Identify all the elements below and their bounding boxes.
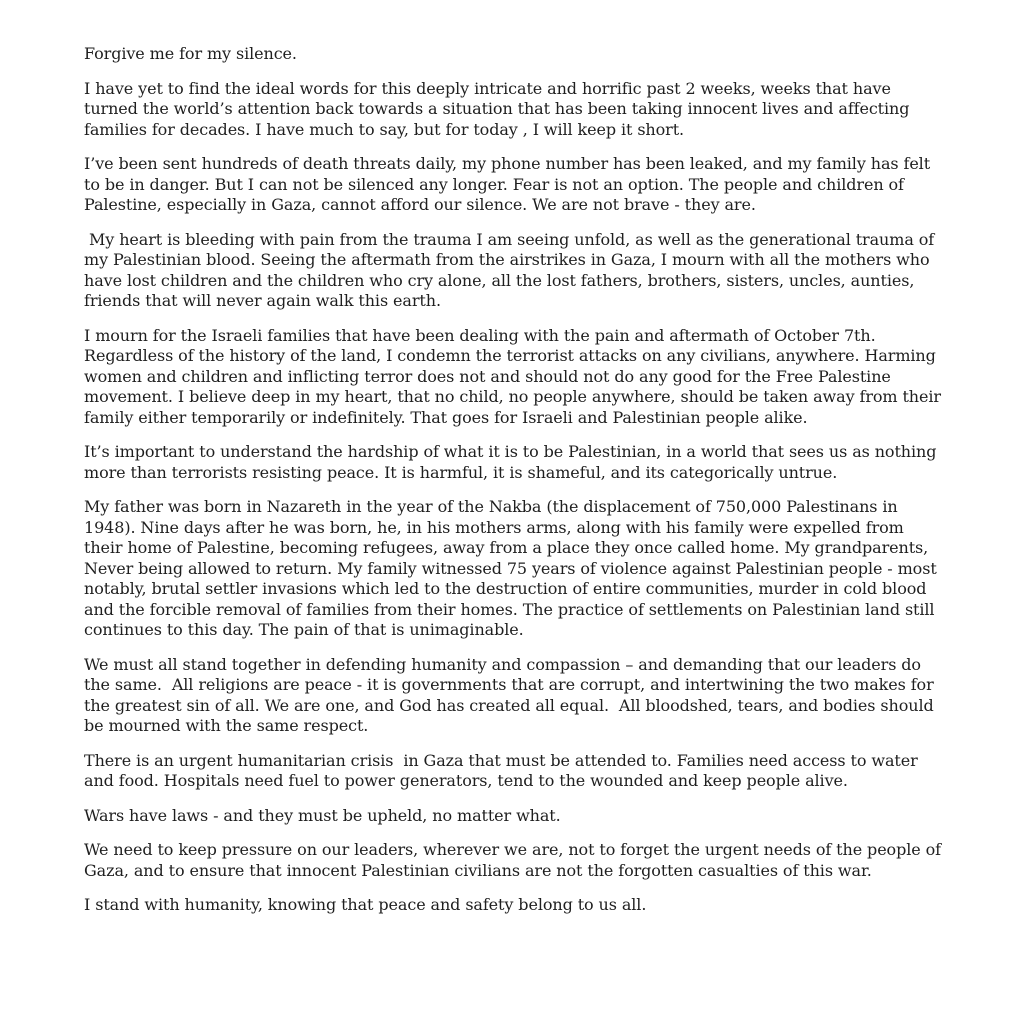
paragraph: There is an urgent humanitarian crisis in Gaza that must be attended to. Families need access to water and food. Hospitals need fuel to power generators, tend to the wounded and keep people alive. <box>84 750 923 790</box>
paragraph: I mourn for the Israeli families that have been dealing with the pain and aftermath of October 7th. Regardless of the history of the land, I condemn the terrorist attacks on any civilians, anywhere. Harming women and children and inflicting terror does not and should not do any good for the Free Palestine movement. I believe deep in my heart, that no child, no people anywhere, should be taken away from their family either temporarily or indefinitely. That goes for Israeli and Palestinian people alike. <box>84 325 946 427</box>
paragraph: My father was born in Nazareth in the year of the Nakba (the displacement of 750,000 Palestinans in 1948). Nine days after he was born, he, in his mothers arms, along with his family were expelled from their home of Palestine, becoming refugees, away from a place they once called home. My grandparents, Never being allowed to return. My family witnessed 75 years of violence against Palestinian people - most notably, brutal settler invasions which led to the destruction of entire communities, murder in cold blood and the forcible removal of families from their homes. The practice of settlements on Palestinian land still continues to this day. The pain of that is unimaginable. <box>84 497 942 639</box>
paragraph: I have yet to find the ideal words for this deeply intricate and horrific past 2 weeks, weeks that have turned the world’s attention back towards a situation that has been taking innocent lives and affecting families for decades. I have much to say, but for today , I will keep it short. <box>84 78 915 139</box>
document-body <box>84 44 946 916</box>
paragraph: I stand with humanity, knowing that peace and safety belong to us all. <box>84 895 647 914</box>
paragraph: Wars have laws - and they must be upheld, no matter what. <box>84 805 561 825</box>
paragraph: I’ve been sent hundreds of death threats daily, my phone number has been leaked, and my family has felt to be in danger. But I can not be silenced any longer. Fear is not an option. The people and children of Palestine, especially in Gaza, cannot afford our silence. We are not brave - they are. <box>84 154 936 214</box>
paragraph: We must all stand together in defending humanity and compassion – and demanding that our leaders do the same. All religions are peace - it is governments that are corrupt, and intertwining the two makes for the greatest sin of all. We are one, and God has created all equal. All bloodshed, tears, and bodies should be mourned with the same respect. <box>84 654 939 735</box>
paragraph: My heart is bleeding with pain from the trauma I am seeing unfold, as well as the generational trauma of my Palestinian blood. Seeing the aftermath from the airstrikes in Gaza, I mourn with all the mothers who have lost children and the children who cry alone, all the lost fathers, brothers, sisters, uncles, aunties, friends that will never again walk this earth. <box>84 229 940 310</box>
paragraph: We need to keep pressure on our leaders, wherever we are, not to forget the urgent needs of the people of Gaza, and to ensure that innocent Palestinian civilians are not the forgotten casualties of this war. <box>84 840 946 880</box>
paragraph: Forgive me for my silence. <box>84 44 297 63</box>
paragraph: It’s important to understand the hardship of what it is to be Palestinian, in a world that sees us as nothing more than terrorists resisting peace. It is harmful, it is shameful, and its categorically untrue. <box>84 442 942 482</box>
